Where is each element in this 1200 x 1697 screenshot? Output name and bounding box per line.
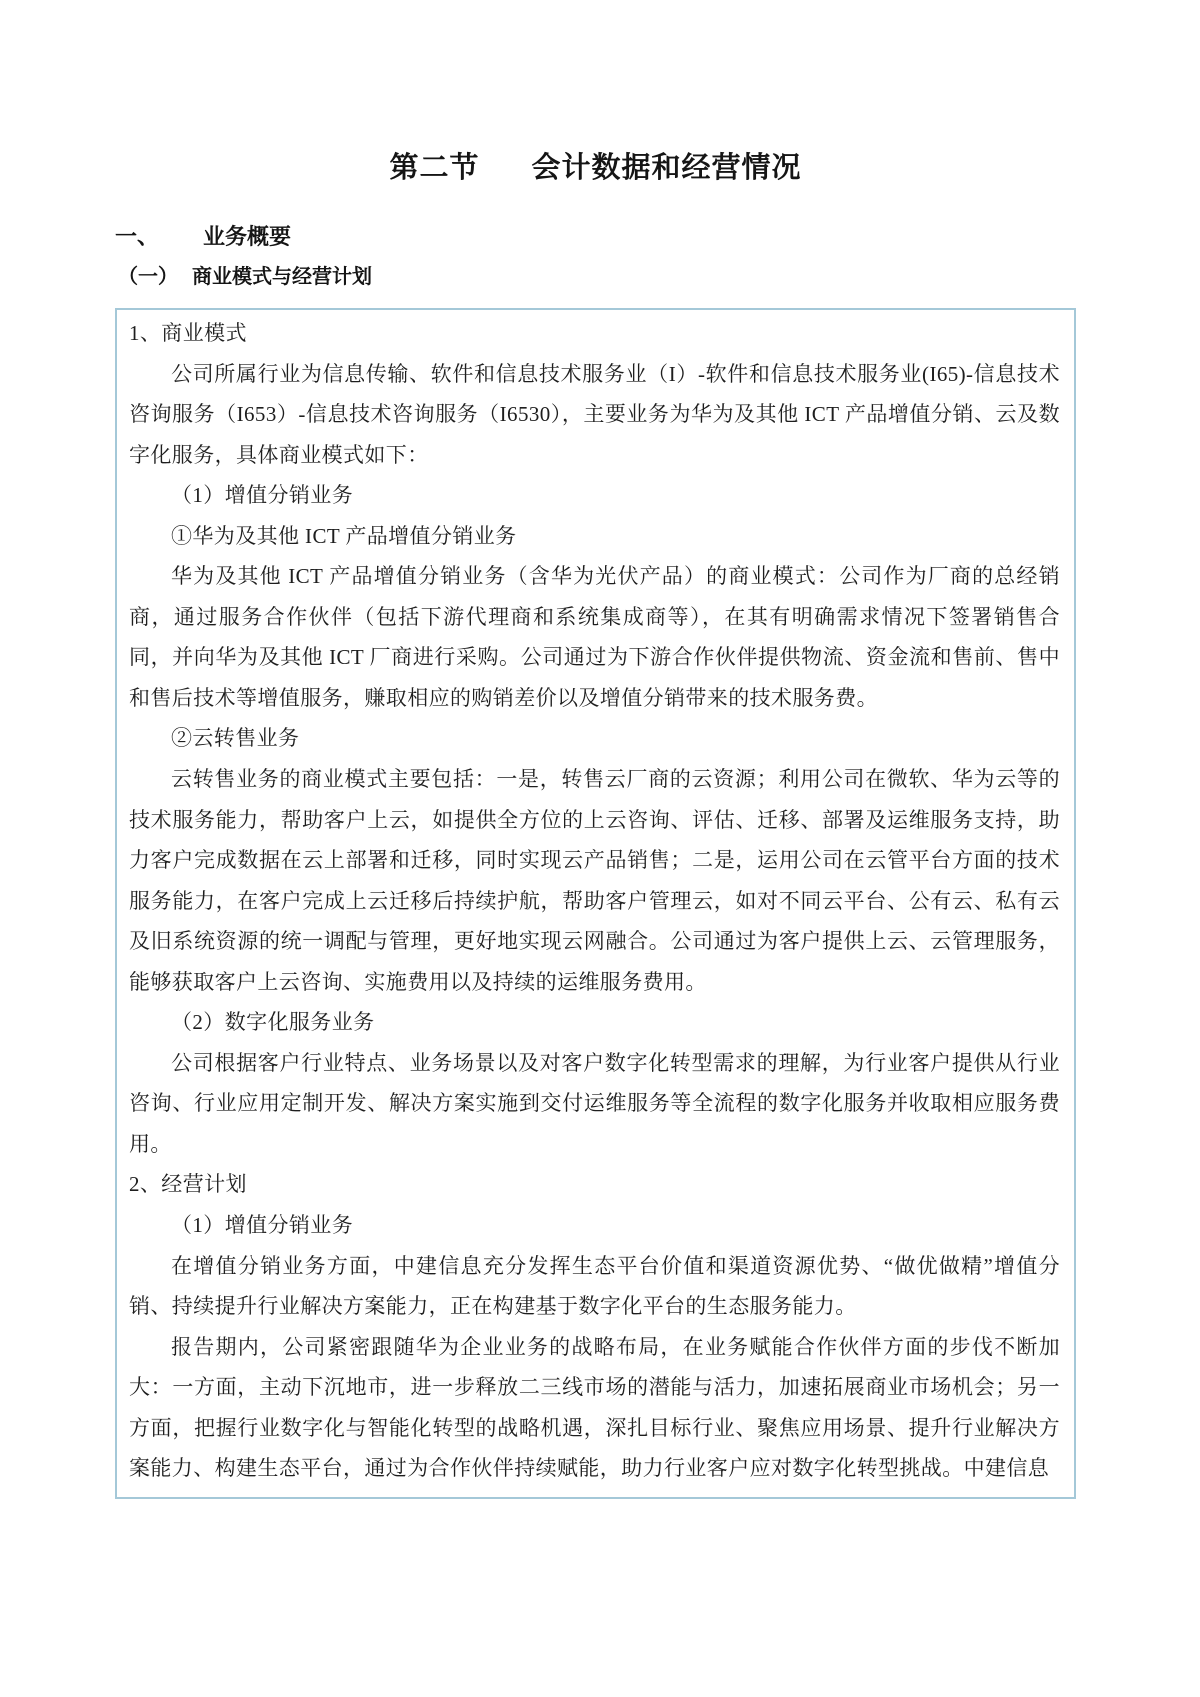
paragraph-body: 在增值分销业务方面，中建信息充分发挥生态平台价值和渠道资源优势、“做优做精”增值分销、持续提升行业解决方案能力，正在构建基于数字化平台的生态服务能力。 (129, 1253, 1060, 1319)
heading-level1-text: 业务概要 (203, 224, 292, 249)
paragraph-body: 云转售业务的商业模式主要包括：一是，转售云厂商的云资源；利用公司在微软、华为云等的技术服务能力，帮助客户上云，如提供全方位的上云咨询、评估、迁移、部署及运维服务支持，助力客户完成数据在云上部署和迁移，同时实现云产品销售；二是，运用公司在云管平台方面的技术服务能力，在客户完成上云迁移后持续护航，帮助客户管理云，如对不同云平台、公有云、私有云及旧系统资源的统一调配与管理，更好地实现云网融合。公司通过为客户提供上云、云管理服务，能够获取客户上云咨询、实施费用以及持续的运维服务费用。 (129, 767, 1060, 994)
paragraph-subheading: （1）增值分销业务 (171, 1213, 354, 1238)
heading-level1-number: 一、 (115, 224, 160, 249)
heading-level1 (115, 224, 1076, 250)
paragraph-body: 公司所属行业为信息传输、软件和信息技术服务业（I）-软件和信息技术服务业(I65)-信息技术咨询服务（I653）-信息技术咨询服务（I6530），主要业务为华为及其他 ICT 产品增值分销、云及数字化服务，具体商业模式如下： (129, 361, 1060, 467)
paragraph-body: 公司根据客户行业特点、业务场景以及对客户数字化转型需求的理解，为行业客户提供从行业咨询、行业应用定制开发、解决方案实施到交付运维服务等全流程的数字化服务并收取相应服务费用。 (129, 1050, 1060, 1156)
paragraph-subheading: （1）增值分销业务 (171, 483, 354, 508)
section-title-text: 会计数据和经营情况 (531, 152, 802, 184)
content-box (115, 308, 1076, 1499)
paragraph-label: 2、经营计划 (129, 1172, 247, 1197)
section-title (115, 152, 1076, 184)
section-title-number: 第二节 (389, 152, 480, 184)
paragraph-subheading: ①华为及其他 ICT 产品增值分销业务 (171, 523, 517, 548)
paragraph-body: 华为及其他 ICT 产品增值分销业务（含华为光伏产品）的商业模式：公司作为厂商的总经销商，通过服务合作伙伴（包括下游代理商和系统集成商等），在其有明确需求情况下签署销售合同，并向华为及其他 ICT 厂商进行采购。公司通过为下游合作伙伴提供物流、资金流和售前、售中和售后技术等增值服务，赚取相应的购销差价以及增值分销带来的技术服务费。 (129, 564, 1060, 710)
heading-level2-number: （一） (118, 266, 178, 288)
paragraph-body: 报告期内，公司紧密跟随华为企业业务的战略布局，在业务赋能合作伙伴方面的步伐不断加大：一方面，主动下沉地市，进一步释放二三线市场的潜能与活力，加速拓展商业市场机会；另一方面，把握行业数字化与智能化转型的战略机遇，深扎目标行业、聚焦应用场景、提升行业解决方案能力、构建生态平台，通过为合作伙伴持续赋能，助力行业客户应对数字化转型挑战。中建信息 (129, 1334, 1060, 1481)
heading-level2-text: 商业模式与经营计划 (192, 266, 372, 288)
heading-level2 (118, 265, 1076, 289)
paragraph-subheading: ②云转售业务 (171, 726, 300, 751)
paragraph-subheading: （2）数字化服务业务 (171, 1010, 375, 1035)
paragraph-label: 1、商业模式 (129, 321, 247, 345)
